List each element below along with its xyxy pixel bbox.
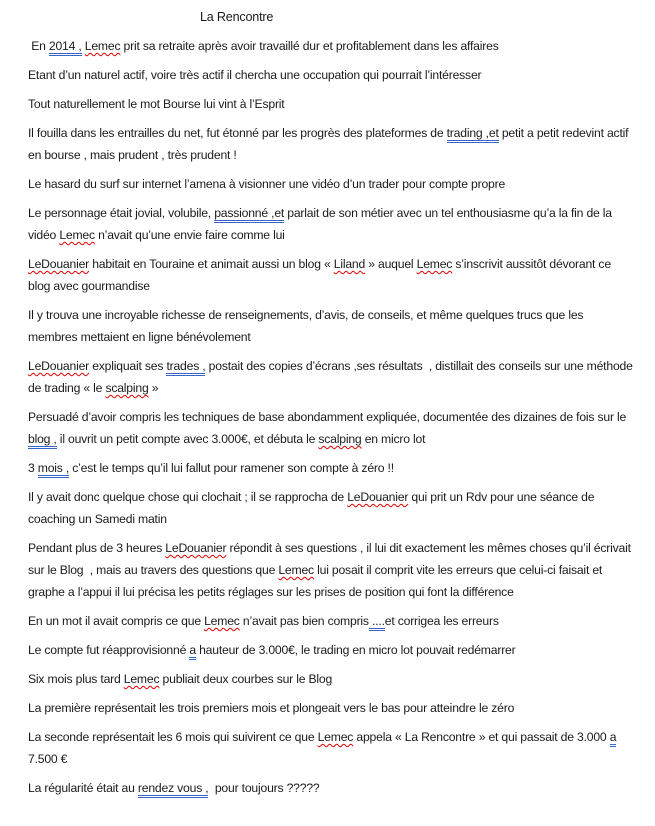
text-run: En un mot il avait compris ce que	[28, 614, 205, 628]
text-run: Il y trouva une incroyable richesse de renseignements, d’avis, de conseils, et même quelques trucs que les membres mettaient en ligne bénévolement	[28, 308, 587, 344]
text-run: »	[148, 381, 159, 395]
grammar-underlined-text: 2014 ,	[49, 39, 82, 56]
paragraph	[28, 35, 633, 57]
text-run: prit sa retraite après avoir travaillé dur et profitablement dans les affaires	[120, 39, 499, 53]
text-run: il ouvrit un petit compte avec 3.000€, et débuta le	[56, 432, 319, 446]
paragraph	[28, 355, 636, 399]
spelling-underlined-text: LeDouanier	[28, 257, 90, 271]
text-run: » auquel	[365, 257, 417, 271]
text-run: Tout naturellement le mot Bourse lui vint à l’Esprit	[28, 97, 285, 111]
grammar-underlined-text: mois ,	[38, 461, 69, 478]
text-run: La régularité était au	[28, 781, 138, 795]
spelling-underlined-text: Liland	[333, 257, 366, 271]
text-run: appela « La Rencontre » et qui passait de 3.000	[353, 730, 610, 744]
text-run: Le compte fut réapprovisionné	[28, 643, 190, 657]
spelling-underlined-text: Lemec	[84, 39, 121, 53]
paragraph	[28, 610, 633, 632]
grammar-underlined-text: trading ,et	[447, 126, 499, 143]
paragraph	[28, 173, 633, 195]
text-run: n’avait pas bien compris	[239, 614, 369, 628]
paragraph	[28, 777, 633, 799]
paragraph	[28, 93, 633, 115]
grammar-underlined-text: trades ,	[166, 359, 205, 376]
spelling-underlined-text: Lemec	[204, 614, 240, 628]
spelling-underlined-text: LeDouanier	[165, 541, 227, 555]
text-run: postait des copies d’écrans ,ses résultats , distillait des conseils sur une méthode de trading « le	[28, 359, 636, 395]
paragraph	[28, 202, 633, 246]
text-run: Il fouilla dans les entrailles du net, fut étonné par les progrès des plateformes de	[28, 126, 447, 140]
text-run: Persuadé d’avoir compris les techniques de base abondamment expliquée, documentée des dizaines de fois sur le	[28, 410, 630, 424]
text-run: En	[28, 39, 49, 53]
text-run: petit a petit redevint actif en bourse , mais prudent , très prudent !	[28, 126, 632, 162]
text-run: 7.500 €	[28, 730, 620, 766]
paragraph	[28, 64, 633, 86]
text-run: habitait en Touraine et animait aussi un blog «	[89, 257, 334, 271]
spelling-underlined-text: Lemec	[317, 730, 354, 744]
text-run: s’inscrivit aussitôt dévorant ce blog avec gourmandise	[28, 257, 615, 293]
grammar-underlined-text: a	[189, 643, 196, 660]
text-run: c’est le temps qu’il lui fallut pour ramener son compte à zéro !!	[69, 461, 394, 475]
text-run: en micro lot	[361, 432, 426, 446]
text-run: publiait deux courbes sur le Blog	[159, 672, 333, 686]
text-run: La première représentait les trois premiers mois et plongeait vers le bas pour atteindre le zéro	[28, 701, 515, 715]
text-run: Six mois plus tard	[28, 672, 124, 686]
grammar-underlined-text: blog ,	[28, 432, 57, 449]
text-run: Le hasard du surf sur internet l’amena à visionner une vidéo d’un trader pour compte propre	[28, 177, 506, 191]
spelling-underlined-text: LeDouanier	[28, 359, 90, 373]
paragraph	[28, 537, 633, 603]
spelling-underlined-text: scalping	[105, 381, 149, 395]
text-run: et corrigea les erreurs	[384, 614, 499, 628]
text-run: Pendant plus de 3 heures	[28, 541, 166, 555]
paragraph	[28, 486, 633, 530]
grammar-underlined-text: ....	[369, 614, 385, 631]
paragraph	[28, 726, 633, 770]
paragraph	[28, 639, 633, 661]
text-run: répondit à ses questions , il lui dit exactement les mêmes choses qu’il écrivait sur le Blog , mais au travers des questions que	[28, 541, 634, 577]
text-run: 3	[28, 461, 38, 475]
text-run: Le personnage était jovial, volubile,	[28, 206, 215, 220]
grammar-underlined-text: passionné ,et	[214, 206, 284, 223]
paragraph	[28, 668, 633, 690]
text-run: parlait de son métier avec un tel enthousiasme qu’a la fin de la vidéo	[28, 206, 616, 242]
text-run: expliquait ses	[89, 359, 167, 373]
spelling-underlined-text: scalping	[318, 432, 362, 446]
text-run: Il y avait donc quelque chose qui clochait ; il se rapprocha de	[28, 490, 348, 504]
spelling-underlined-text: Lemec	[123, 672, 160, 686]
text-run: qui prit un Rdv pour une séance de coaching un Samedi matin	[28, 490, 598, 526]
paragraph	[28, 122, 633, 166]
paragraph	[28, 253, 633, 297]
document-body	[28, 35, 636, 799]
paragraph	[28, 304, 633, 348]
text-run: lui posait il comprit vite les erreurs que celui-ci faisait et graphe a l’appui il lui précisa les petits réglages sur les prises de position qui font la différence	[28, 563, 606, 599]
text-run: pour toujours ?????	[208, 781, 320, 795]
spelling-underlined-text: Lemec	[278, 563, 314, 577]
text-run: La seconde représentait les 6 mois qui suivirent ce que	[28, 730, 318, 744]
grammar-underlined-text: rendez vous ,	[138, 781, 209, 798]
grammar-underlined-text: a	[610, 730, 617, 747]
spelling-underlined-text: Lemec	[59, 228, 95, 242]
paragraph	[28, 457, 633, 479]
spelling-underlined-text: LeDouanier	[347, 490, 409, 504]
paragraph	[28, 406, 633, 450]
text-run: Etant d’un naturel actif, voire très actif il chercha une occupation qui pourrait l’intéresser	[28, 68, 482, 82]
text-run: n’avait qu’une envie faire comme lui	[94, 228, 285, 242]
document-title: La Rencontre	[200, 10, 274, 24]
text-run: hauteur de 3.000€, le trading en micro lot pouvait redémarrer	[195, 643, 516, 657]
paragraph	[28, 697, 633, 719]
spelling-underlined-text: Lemec	[416, 257, 453, 271]
